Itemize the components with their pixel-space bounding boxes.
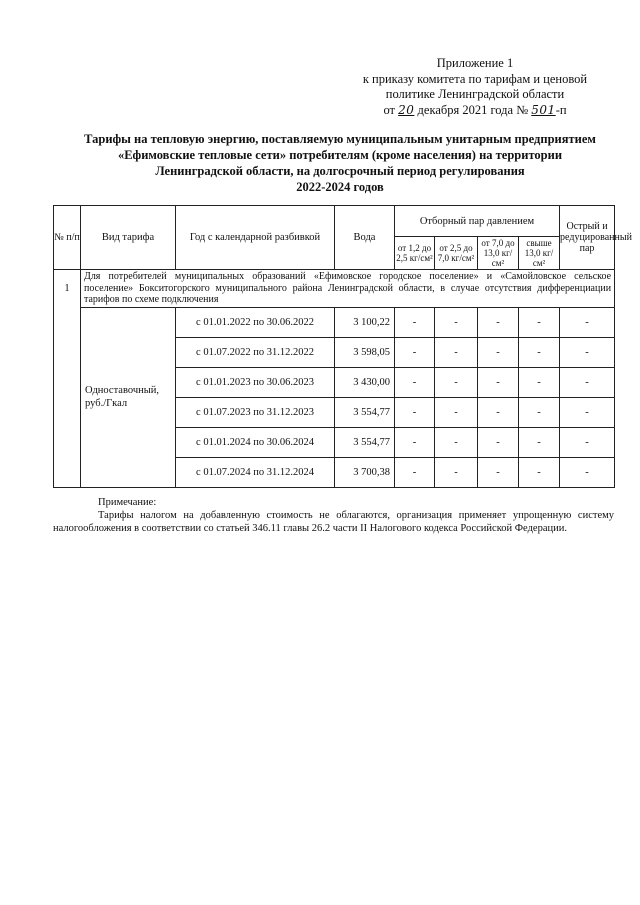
header-steam-2: от 2,5 до 7,0 кг/см² [435, 237, 478, 270]
steam-3-value: - [478, 457, 519, 487]
live-steam-value: - [560, 337, 615, 367]
live-steam-value: - [560, 397, 615, 427]
header-water: Вода [335, 206, 395, 270]
water-value: 3 598,05 [335, 337, 395, 367]
steam-3-value: - [478, 397, 519, 427]
date-prefix: от [383, 102, 395, 117]
steam-1-value: - [395, 457, 435, 487]
period: с 01.01.2023 по 30.06.2023 [176, 367, 335, 397]
order-number: 501 [531, 102, 556, 117]
period: с 01.01.2022 по 30.06.2022 [176, 307, 335, 337]
header-steam-group: Отборный пар давлением [395, 206, 560, 237]
order-day: 20 [398, 102, 415, 117]
water-value: 3 554,77 [335, 397, 395, 427]
title-line-4: 2022-2024 годов [296, 180, 384, 194]
water-value: 3 700,38 [335, 457, 395, 487]
live-steam-value: - [560, 457, 615, 487]
steam-4-value: - [519, 397, 560, 427]
appendix-line-2: к приказу комитета по тарифам и ценовой [362, 71, 588, 86]
steam-1-value: - [395, 307, 435, 337]
steam-4-value: - [519, 367, 560, 397]
steam-4-value: - [519, 457, 560, 487]
tariff-table [53, 205, 632, 488]
period: с 01.01.2024 по 30.06.2024 [176, 427, 335, 457]
group-description: Для потребителей муниципальных образований «Ефимовское городское поселение» и «Самойловское сельское поселение» Бокситогорского муниципального района Ленинградской области, в случае отсутствия дифференциации тарифов по схеме подключения [81, 270, 615, 308]
title-line-2: «Ефимовские тепловые сети» потребителям (кроме населения) на территории [117, 148, 563, 162]
date-middle: декабря 2021 года № [417, 102, 529, 117]
steam-2-value: - [435, 367, 478, 397]
note-section [53, 496, 614, 535]
steam-3-value: - [478, 307, 519, 337]
date-suffix: -п [555, 102, 567, 117]
document-title [40, 131, 640, 195]
title-line-1: Тарифы на тепловую энергию, поставляемую муниципальным унитарным предприятием [84, 132, 596, 146]
steam-2-value: - [435, 307, 478, 337]
live-steam-value: - [560, 307, 615, 337]
appendix-line-3: политике Ленинградской области [385, 87, 565, 101]
appendix-header [330, 56, 620, 118]
steam-2-value: - [435, 427, 478, 457]
note-text: Тарифы налогом на добавленную стоимость не облагаются, организация применяет упрощенную систему налогообложения в соответствии со статьей 346.11 главы 26.2 части II Налогового кодекса Российской Федерации. [53, 510, 614, 534]
header-year: Год с календарной разбивкой [176, 206, 335, 270]
steam-3-value: - [478, 427, 519, 457]
row-number: 1 [54, 270, 81, 488]
live-steam-value: - [560, 367, 615, 397]
period: с 01.07.2022 по 31.12.2022 [176, 337, 335, 367]
appendix-line-1: Приложение 1 [436, 56, 514, 70]
header-num: № п/п [54, 206, 81, 270]
steam-2-value: - [435, 397, 478, 427]
header-steam-1: от 1,2 до 2,5 кг/см² [395, 237, 435, 270]
header-steam-3: от 7,0 до 13,0 кг/см² [478, 237, 519, 270]
steam-4-value: - [519, 307, 560, 337]
header-steam-4: свыше 13,0 кг/см² [519, 237, 560, 270]
steam-4-value: - [519, 427, 560, 457]
live-steam-value: - [560, 427, 615, 457]
note-label: Примечание: [98, 497, 157, 508]
tariff-type: Одноставочный, руб./Гкал [81, 307, 176, 487]
water-value: 3 430,00 [335, 367, 395, 397]
header-live-steam: Острый и редуцированный пар [560, 206, 615, 270]
water-value: 3 100,22 [335, 307, 395, 337]
steam-1-value: - [395, 427, 435, 457]
header-tariff-type: Вид тарифа [81, 206, 176, 270]
period: с 01.07.2024 по 31.12.2024 [176, 457, 335, 487]
steam-1-value: - [395, 337, 435, 367]
steam-2-value: - [435, 457, 478, 487]
order-date-line [330, 103, 620, 119]
steam-3-value: - [478, 337, 519, 367]
table-row [54, 307, 615, 337]
period: с 01.07.2023 по 31.12.2023 [176, 397, 335, 427]
steam-2-value: - [435, 337, 478, 367]
steam-1-value: - [395, 397, 435, 427]
steam-4-value: - [519, 337, 560, 367]
water-value: 3 554,77 [335, 427, 395, 457]
steam-3-value: - [478, 367, 519, 397]
steam-1-value: - [395, 367, 435, 397]
title-line-3: Ленинградской области, на долгосрочный период регулирования [155, 164, 525, 178]
